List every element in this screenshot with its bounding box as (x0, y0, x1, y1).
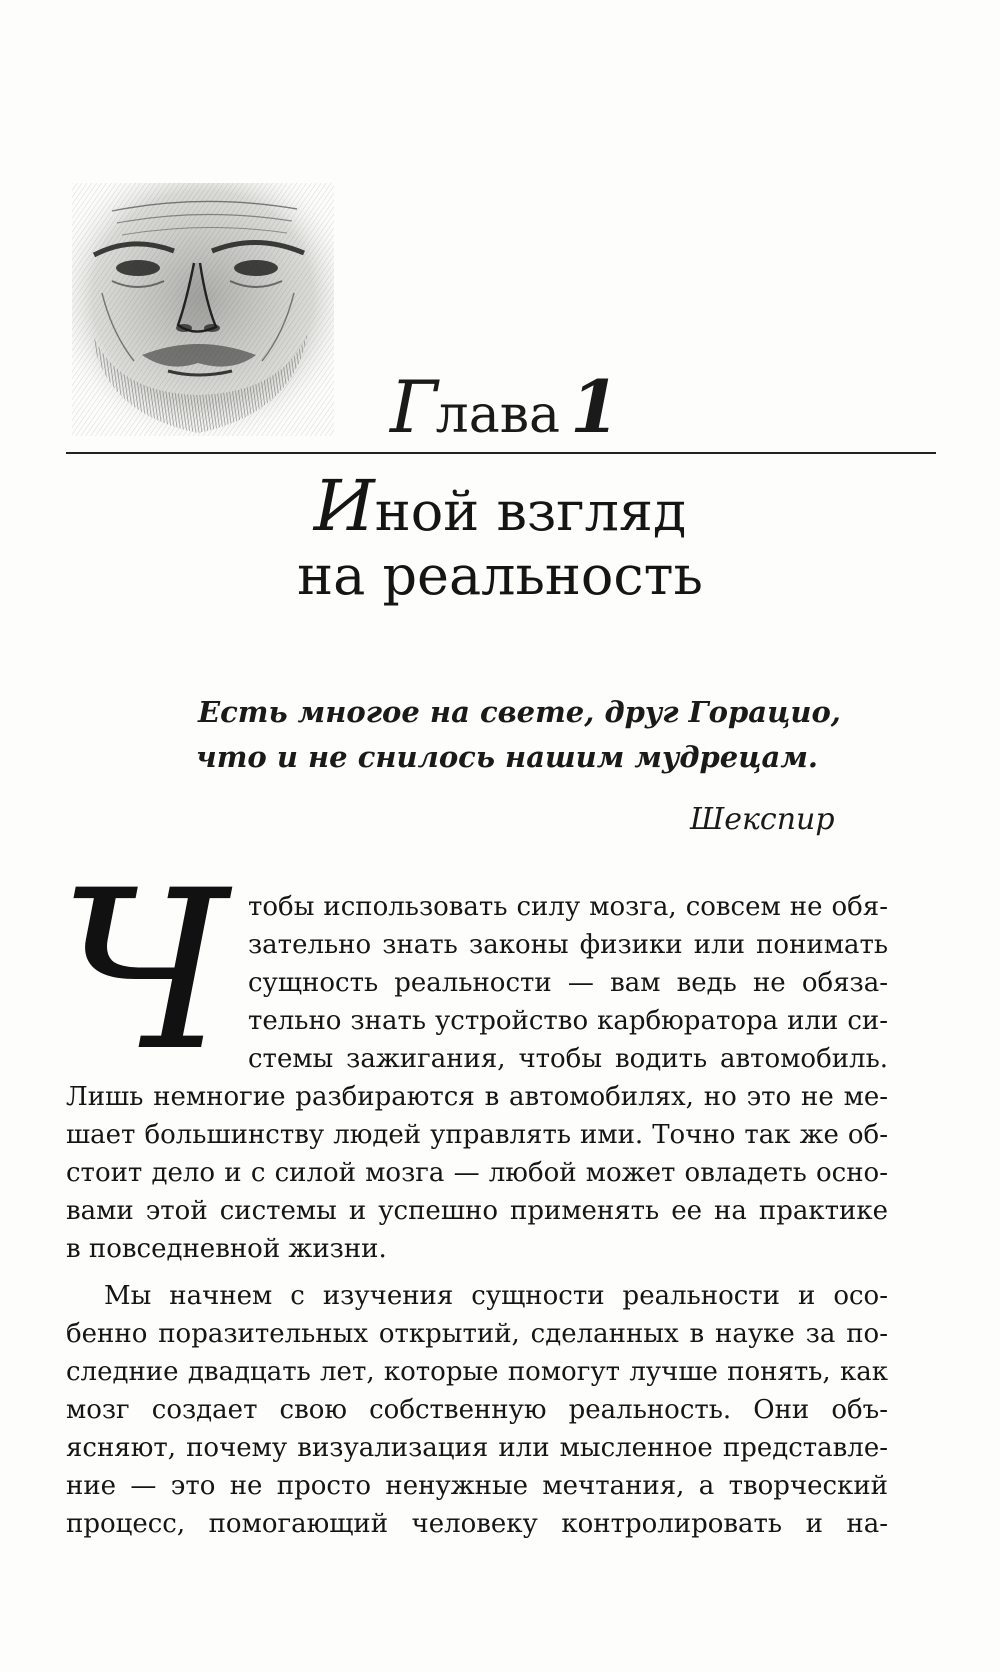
chapter-title (0, 465, 1000, 608)
chapter-label-text: лава (435, 385, 560, 445)
chapter-divider (66, 452, 936, 454)
paragraph-line: процесс, помогающий человеку контролировать и на- (66, 1509, 888, 1539)
epigraph-line: что и не снилось нашим мудрецам. (196, 740, 818, 774)
chapter-label (390, 362, 910, 452)
paragraph-line: бенно поразительных открытий, сделанных в науке за по- (66, 1319, 888, 1349)
paragraph-line: стемы зажигания, чтобы водить автомобиль. (248, 1044, 888, 1074)
paragraph-line: мозг создает свою собственную реальность. Они объ- (66, 1395, 888, 1425)
chapter-title-line-1-text: ной взгляд (374, 480, 687, 543)
paragraph-line: тобы использовать силу мозга, совсем не обя- (248, 892, 888, 922)
paragraph-line: в повседневной жизни. (66, 1234, 387, 1264)
chapter-title-line-1 (0, 465, 1000, 547)
chapter-label-initial: Г (390, 365, 436, 449)
paragraph-line: стоит дело и с силой мозга — любой может овладеть осно- (66, 1158, 888, 1188)
chapter-title-initial: И (313, 465, 375, 547)
paragraph-line: ние — это не просто ненужные мечтания, а творческий (66, 1471, 888, 1501)
drop-cap: Ч (58, 843, 229, 1099)
chapter-number: 1 (569, 364, 621, 449)
portrait-illustration (72, 183, 334, 436)
paragraph-line: тельно знать устройство карбюратора или си- (248, 1006, 888, 1036)
paragraph-line: следние двадцать лет, которые помогут лучше понять, как (66, 1357, 888, 1387)
paragraph-line: Мы начнем с изучения сущности реальности и осо- (104, 1281, 888, 1311)
paragraph-line: ясняют, почему визуализация или мысленное представле- (66, 1433, 888, 1463)
paragraph-line: шает большинству людей управлять ими. Точно так же об- (66, 1120, 888, 1150)
epigraph (170, 690, 870, 780)
epigraph-line: Есть многое на свете, друг Горацио, (198, 695, 841, 729)
paragraph-line: Лишь немногие разбираются в автомобилях, но это не ме- (66, 1082, 888, 1112)
paragraph-line: сущность реальности — вам ведь не обяза- (248, 968, 888, 998)
chapter-title-line-2: на реальность (297, 544, 703, 607)
epigraph-author: Шекспир (690, 802, 835, 837)
paragraph-line: вами этой системы и успешно применять ее на практике (66, 1196, 888, 1226)
paragraph-line: зательно знать законы физики или понимать (248, 930, 888, 960)
